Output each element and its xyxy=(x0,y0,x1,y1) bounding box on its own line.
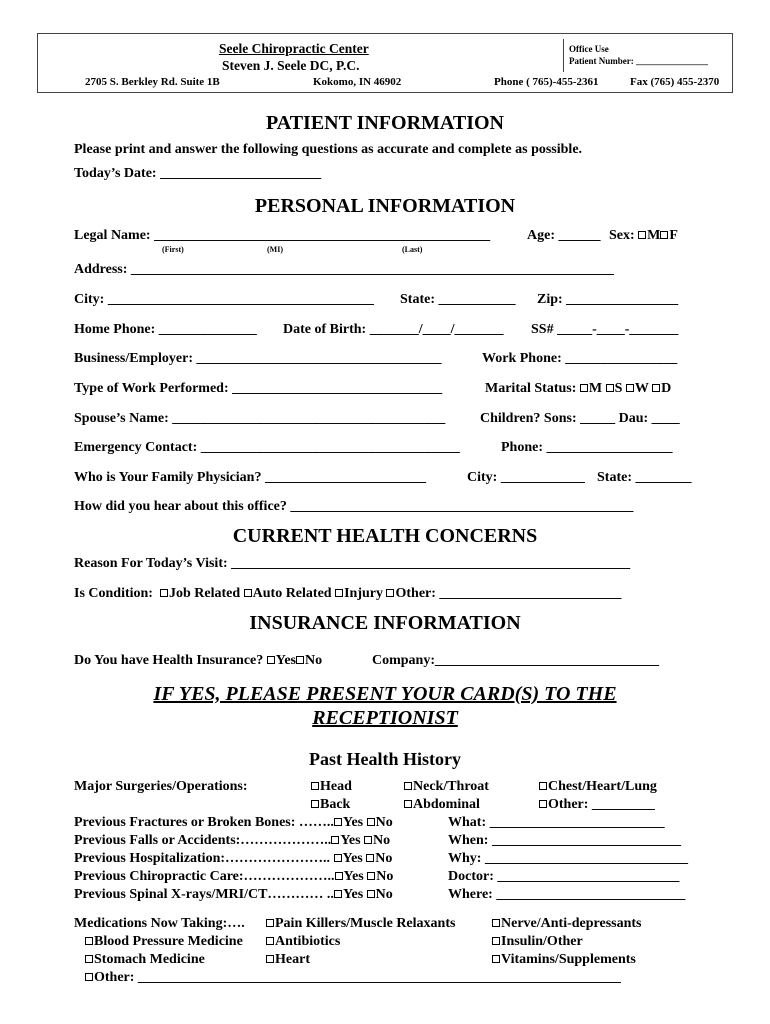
patient-info-title: PATIENT INFORMATION xyxy=(266,112,504,134)
physician-city-field[interactable]: City: ____________ xyxy=(467,470,585,485)
history-followup-field[interactable]: Why: _____________________________ xyxy=(448,851,688,866)
med-antibiotics-checkbox[interactable]: Antibiotics xyxy=(266,934,340,950)
patient-number-field[interactable]: Patient Number: ________________ xyxy=(569,56,708,66)
surgery-abdominal-checkbox[interactable]: Abdominal xyxy=(404,797,480,813)
condition-auto-checkbox[interactable]: Auto Related xyxy=(244,586,332,601)
referral-source-field[interactable]: How did you hear about this office? _________________________________________________ xyxy=(74,499,634,514)
clinic-city: Kokomo, IN 46902 xyxy=(313,76,402,88)
history-question: Previous Hospitalization:………………….. xyxy=(74,851,334,866)
home-phone-field[interactable]: Home Phone: ______________ xyxy=(74,322,257,337)
med-painkillers-checkbox[interactable]: Pain Killers/Muscle Relaxants xyxy=(266,916,455,932)
medications-label: Medications Now Taking:…. xyxy=(74,916,245,931)
clinic-name: Seele Chiropractic Center xyxy=(219,41,369,56)
ssn-field[interactable]: SS# _____-____-_______ xyxy=(531,322,679,337)
marital-status-group xyxy=(485,381,671,397)
history-no-checkbox[interactable]: No xyxy=(367,887,393,902)
history-yes-checkbox[interactable]: Yes xyxy=(335,869,364,884)
clinic-fax: Fax (765) 455-2370 xyxy=(630,76,720,88)
history-row-xrays xyxy=(74,887,393,903)
zip-field[interactable]: Zip: ________________ xyxy=(537,292,679,307)
history-no-checkbox[interactable]: No xyxy=(364,833,390,848)
state-field[interactable]: State: ___________ xyxy=(400,292,516,307)
history-followup-field[interactable]: Where: ___________________________ xyxy=(448,887,686,902)
business-field[interactable]: Business/Employer: ___________________________________ xyxy=(74,351,442,366)
surgery-chest-checkbox[interactable]: Chest/Heart/Lung xyxy=(539,779,657,795)
history-row-falls xyxy=(74,833,390,849)
med-nerve-checkbox[interactable]: Nerve/Anti-depressants xyxy=(492,916,642,932)
clinic-phone: Phone ( 765)-455-2361 xyxy=(494,76,599,88)
visit-reason-field[interactable]: Reason For Today’s Visit: _________________________________________________________ xyxy=(74,556,631,571)
dob-field[interactable]: Date of Birth: _______/____/_______ xyxy=(283,322,504,337)
history-question: Previous Fractures or Broken Bones: …….. xyxy=(74,815,334,830)
children-field[interactable]: Children? Sons: _____ Dau: ____ xyxy=(480,411,680,426)
insurance-question: Do You have Health Insurance? xyxy=(74,653,264,668)
sex-m-checkbox[interactable]: M xyxy=(638,228,660,243)
office-use-title: Office Use xyxy=(569,44,609,54)
legal-name-field[interactable]: Legal Name: ________________________________________________ xyxy=(74,228,491,243)
marital-m-checkbox[interactable]: M xyxy=(580,381,602,396)
card-notice-line1: IF YES, PLEASE PRESENT YOUR CARD(S) TO THE xyxy=(153,683,617,705)
history-row-fractures xyxy=(74,815,393,831)
history-question: Previous Falls or Accidents:……………….. xyxy=(74,833,332,848)
insurance-yes-checkbox[interactable]: Yes xyxy=(267,653,296,668)
surgery-other-checkbox[interactable]: Other: _________ xyxy=(539,797,655,813)
history-row-hospitalization xyxy=(74,851,392,867)
med-vitamins-checkbox[interactable]: Vitamins/Supplements xyxy=(492,952,636,968)
physician-state-field[interactable]: State: ________ xyxy=(597,470,692,485)
card-notice-line2: RECEPTIONIST xyxy=(312,707,458,729)
history-yes-checkbox[interactable]: Yes xyxy=(331,833,360,848)
history-yes-checkbox[interactable]: Yes xyxy=(334,851,363,866)
spouse-field[interactable]: Spouse’s Name: _______________________________________ xyxy=(74,411,446,426)
surgeries-label: Major Surgeries/Operations: xyxy=(74,779,248,794)
condition-job-checkbox[interactable]: Job Related xyxy=(160,586,240,601)
health-concerns-title: CURRENT HEALTH CONCERNS xyxy=(232,525,538,547)
name-part-mi: (MI) xyxy=(267,245,283,254)
med-other-checkbox[interactable]: Other: _____________________________________________________________________ xyxy=(85,970,621,986)
history-question: Previous Chiropractic Care:……………….. xyxy=(74,869,335,884)
med-stomach-checkbox[interactable]: Stomach Medicine xyxy=(85,952,205,968)
history-followup-field[interactable]: Doctor: __________________________ xyxy=(448,869,680,884)
history-yes-checkbox[interactable]: Yes xyxy=(334,887,363,902)
emergency-phone-field[interactable]: Phone: __________________ xyxy=(501,440,673,455)
condition-other-checkbox[interactable]: Other: __________________________ xyxy=(386,586,621,601)
history-no-checkbox[interactable]: No xyxy=(367,869,393,884)
insurance-title: INSURANCE INFORMATION xyxy=(249,612,521,634)
clinic-street: 2705 S. Berkley Rd. Suite 1B xyxy=(85,76,220,88)
name-part-first: (First) xyxy=(162,245,184,254)
med-insulin-checkbox[interactable]: Insulin/Other xyxy=(492,934,583,950)
work-phone-field[interactable]: Work Phone: ________________ xyxy=(482,351,678,366)
marital-label: Marital Status: xyxy=(485,381,577,396)
age-field[interactable]: Age: ______ xyxy=(527,228,601,243)
surgery-head-checkbox[interactable]: Head xyxy=(311,779,352,795)
med-heart-checkbox[interactable]: Heart xyxy=(266,952,310,968)
history-followup-field[interactable]: When: ___________________________ xyxy=(448,833,681,848)
insurance-company-field[interactable]: Company:________________________________ xyxy=(372,653,660,668)
history-row-chiropractic xyxy=(74,869,393,885)
insurance-no-checkbox[interactable]: No xyxy=(296,653,322,668)
personal-info-title: PERSONAL INFORMATION xyxy=(254,195,516,217)
marital-d-checkbox[interactable]: D xyxy=(652,381,671,396)
condition-injury-checkbox[interactable]: Injury xyxy=(335,586,383,601)
physician-field[interactable]: Who is Your Family Physician? _______________________ xyxy=(74,470,426,485)
marital-w-checkbox[interactable]: W xyxy=(626,381,649,396)
sex-label: Sex: xyxy=(609,228,635,243)
city-field[interactable]: City: ______________________________________ xyxy=(74,292,374,307)
instructions-text: Please print and answer the following questions as accurate and complete as possible. xyxy=(74,142,583,157)
past-history-title: Past Health History xyxy=(309,749,461,769)
history-no-checkbox[interactable]: No xyxy=(367,815,393,830)
sex-f-checkbox[interactable]: F xyxy=(660,228,678,243)
emergency-contact-field[interactable]: Emergency Contact: _____________________________________ xyxy=(74,440,460,455)
history-question: Previous Spinal X-rays/MRI/CT………… .. xyxy=(74,887,334,902)
todays-date-field[interactable]: Today’s Date: _______________________ xyxy=(74,166,322,181)
marital-s-checkbox[interactable]: S xyxy=(606,381,623,396)
history-yes-checkbox[interactable]: Yes xyxy=(334,815,363,830)
history-no-checkbox[interactable]: No xyxy=(366,851,392,866)
history-followup-field[interactable]: What: _________________________ xyxy=(448,815,665,830)
surgery-back-checkbox[interactable]: Back xyxy=(311,797,350,813)
insurance-question-group xyxy=(74,653,322,669)
address-field[interactable]: Address: _____________________________________________________________________ xyxy=(74,262,614,277)
sex-group xyxy=(609,228,678,244)
doctor-name: Steven J. Seele DC, P.C. xyxy=(222,58,360,73)
surgery-neck-checkbox[interactable]: Neck/Throat xyxy=(404,779,489,795)
work-type-field[interactable]: Type of Work Performed: ______________________________ xyxy=(74,381,443,396)
condition-group xyxy=(74,586,621,602)
med-blood-pressure-checkbox[interactable]: Blood Pressure Medicine xyxy=(85,934,243,950)
condition-label: Is Condition: xyxy=(74,586,153,601)
name-part-last: (Last) xyxy=(402,245,423,254)
